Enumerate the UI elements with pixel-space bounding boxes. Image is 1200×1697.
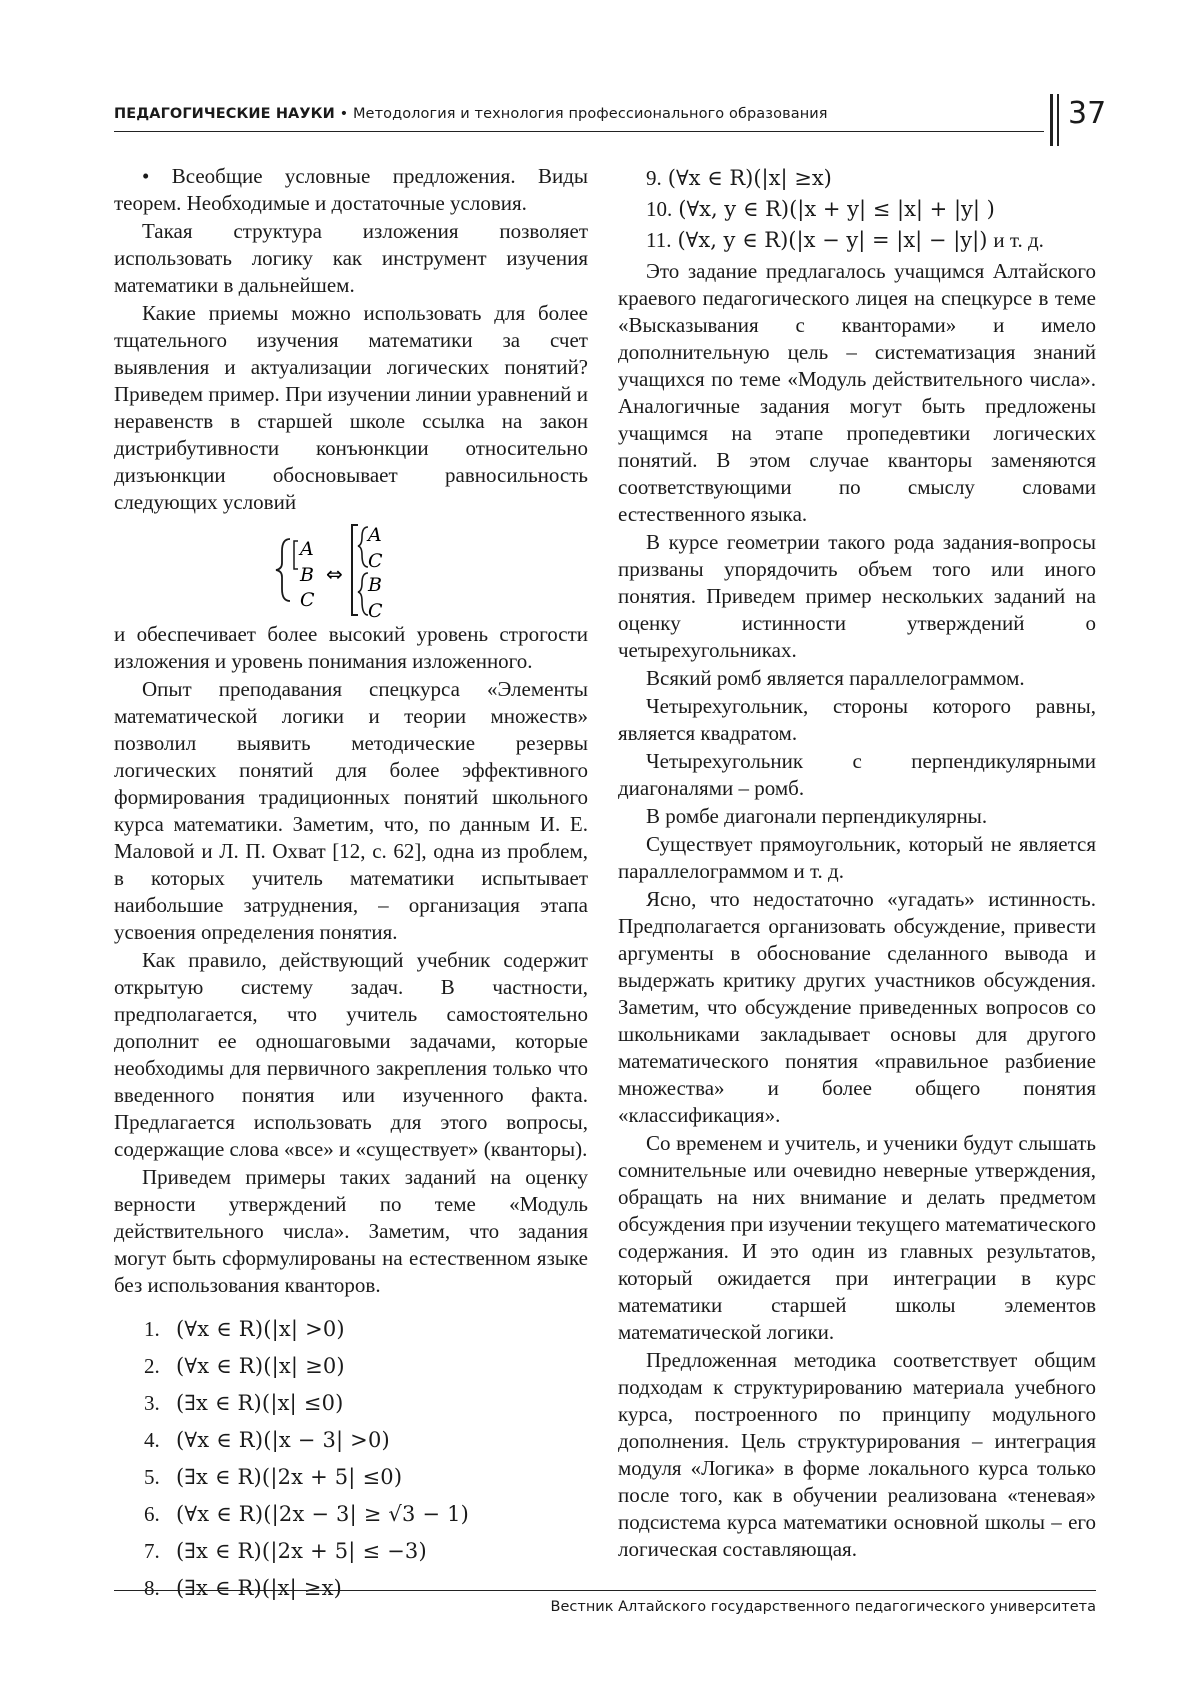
var-b-2: B <box>368 574 382 596</box>
formula-list-continued <box>618 163 1096 256</box>
item-number: 11. <box>646 228 672 252</box>
var-b: B <box>300 564 314 586</box>
formula-list <box>114 1311 588 1607</box>
paragraph: Как правило, действующий учебник содержит открытую систему задач. В частности, предполагается, что учитель самостоятельно дополнит ее одношаговыми задачами, которые необходимы для первичного закрепления только что введенного понятия или изученного факта. Предлагается использовать для этого вопросы, содержащие слова «все» и «существует» (кванторы). <box>114 948 588 1161</box>
item-number: 4. <box>144 1428 160 1452</box>
formula: (∀x, y ∈ R)(|x − y| = |x| − |y|) <box>677 228 988 252</box>
running-header <box>114 96 1044 136</box>
paragraph: • Всеобщие условные предложения. Виды теорем. Необходимые и достаточные условия. <box>114 164 588 215</box>
list-item <box>114 1459 588 1496</box>
paragraph: Всякий ромб является параллелограммом. <box>646 666 1025 690</box>
paragraph: Ясно, что недостаточно «угадать» истинность. Предполагается организовать обсуждение, привести аргументы в обоснование сделанного вывода и выдержать критику других участников обсуждения. Заметим, что обсуждение приведенных вопросов со школьниками закладывает основы для другого математического понятия «правильное разбиение множества» и более общего понятия «классификация». <box>618 887 1096 1127</box>
formula-tail: и т. д. <box>993 228 1044 252</box>
formula: (∃x ∈ R)(|2x + 5| ≤ −3) <box>176 1539 427 1563</box>
paragraph: Это задание предлагалось учащимся Алтайского краевого педагогического лицея на спецкурсе в теме «Высказывания с кванторами» и имело дополнительную цель – систематизация знаний учащихся по теме «Модуль действительного числа». Аналогичные задания могут быть предложены учащимся на этапе пропедевтики логических понятий. В этом случае кванторы заменяются соответствующими по смыслу словами естественного языка. <box>618 259 1096 526</box>
list-item <box>114 1385 588 1422</box>
list-item <box>618 194 1096 225</box>
paragraph: Четырехугольник, стороны которого равны, является квадратом. <box>618 694 1096 745</box>
journal-name: Вестник Алтайского государственного педагогического университета <box>550 1599 1096 1615</box>
formula: (∀x ∈ R)(|x| ≥x) <box>667 166 832 190</box>
paragraph: В курсе геометрии такого рода задания-вопросы призваны упорядочить объем того или иного понятия. Приведем пример нескольких заданий на оценку истинности утверждений о четырехугольниках. <box>618 530 1096 662</box>
header-divider-bar-thin <box>1057 94 1059 146</box>
item-number: 3. <box>144 1391 160 1415</box>
paragraph: и обеспечивает более высокий уровень строгости изложения и уровень понимания изложенного. <box>114 622 588 673</box>
lower-brace <box>358 573 368 615</box>
formula: (∀x ∈ R)(|x − 3| >0) <box>176 1428 390 1452</box>
paragraph: Опыт преподавания спецкурса «Элементы математической логики и теории множеств» позволил выявить методические резервы логических понятий для более эффективного формирования традиционных понятий школьного курса математики. Заметим, что, по данным И. Е. Маловой и Л. П. Охват [12, с. 62], одна из проблем, в которых учитель математики испытывает наибольшие затруднения, – организация этапа усвоения определения понятия. <box>114 677 588 944</box>
item-number: 9. <box>646 166 662 190</box>
var-a: A <box>300 538 314 560</box>
formula: (∃x ∈ R)(|x| ≤0) <box>176 1391 344 1415</box>
item-number: 8. <box>144 1576 160 1600</box>
inner-bracket <box>294 541 298 569</box>
item-number: 10. <box>646 197 673 221</box>
var-a-2: A <box>368 524 382 546</box>
formula: (∀x, y ∈ R)(|x + y| ≤ |x| + |y| ) <box>678 197 995 221</box>
item-number: 1. <box>144 1317 160 1341</box>
paragraph: Какие приемы можно использовать для более тщательного изучения математики за счет выявления и актуализации логических понятий? Приведем пример. При изучении линии уравнений и неравенств в старшей школе ссылка на закон дистрибутивности конъюнкции относительно дизъюнкции обосновывает равносильность следующих условий <box>114 301 588 514</box>
var-c: C <box>300 589 315 611</box>
logic-system-formula <box>114 517 588 621</box>
paragraph: В ромбе диагонали перпендикулярны. <box>646 804 988 828</box>
var-c-2: C <box>368 550 383 572</box>
header-divider-bar <box>1050 94 1053 146</box>
item-number: 2. <box>144 1354 160 1378</box>
formula: (∀x ∈ R)(|x| ≥0) <box>176 1354 345 1378</box>
formula: (∀x ∈ R)(|2x − 3| ≥ √3 − 1) <box>176 1502 470 1526</box>
list-item <box>114 1311 588 1348</box>
left-brace <box>276 539 290 601</box>
footer-rule <box>114 1590 1096 1591</box>
upper-brace <box>358 527 368 567</box>
left-column <box>114 163 588 1607</box>
formula: (∀x ∈ R)(|x| >0) <box>176 1317 345 1341</box>
paragraph: Существует прямоугольник, который не является параллелограммом и т. д. <box>618 832 1096 883</box>
equiv-symbol: ⇔ <box>326 562 343 586</box>
item-number: 5. <box>144 1465 160 1489</box>
header-subtitle: Методология и технология профессионального образования <box>352 106 828 122</box>
paragraph: Со временем и учитель, и ученики будут слышать сомнительные или очевидно неверные утверждения, обращать на них внимание и делать предметом обсуждения при изучении текущего математического содержания. И это один из главных результатов, который ожидается при интеграции в курс математики старшей школы элементов математической логики. <box>618 1131 1096 1344</box>
list-item <box>114 1422 588 1459</box>
header-separator: • <box>334 106 353 122</box>
header-text <box>114 106 828 122</box>
formula-svg <box>114 517 588 621</box>
list-item <box>114 1533 588 1570</box>
list-item <box>618 163 1096 194</box>
disjunction-bracket <box>352 525 358 615</box>
item-number: 6. <box>144 1502 160 1526</box>
right-column <box>618 163 1096 1564</box>
header-section: ПЕДАГОГИЧЕСКИЕ НАУКИ <box>114 106 335 122</box>
header-rule <box>114 131 1044 132</box>
list-item <box>114 1348 588 1385</box>
list-item <box>114 1496 588 1533</box>
paragraph: Четырехугольник с перпендикулярными диагоналями – ромб. <box>618 749 1096 800</box>
item-number: 7. <box>144 1539 160 1563</box>
page-number: 37 <box>1068 96 1107 131</box>
var-c-3: C <box>368 600 383 621</box>
paragraph: Приведем примеры таких заданий на оценку верности утверждений по теме «Модуль действительного числа». Заметим, что задания могут быть сформулированы на естественном языке без использования кванторов. <box>114 1165 588 1297</box>
paragraph: Такая структура изложения позволяет использовать логику как инструмент изучения математики в дальнейшем. <box>114 219 588 297</box>
formula: (∃x ∈ R)(|2x + 5| ≤0) <box>176 1465 403 1489</box>
formula: (∃x ∈ R)(|x| ≥x) <box>176 1576 343 1600</box>
paragraph: Предложенная методика соответствует общим подходам к структурированию материала учебного курса, построенного по принципу модульного дополнения. Цель структурирования – интеграция модуля «Логика» в форме локального курса только после того, как в обучении реализована «теневая» подсистема курса математики основной школы – его логическая составляющая. <box>618 1348 1096 1561</box>
list-item <box>114 1570 588 1607</box>
list-item <box>618 225 1096 256</box>
